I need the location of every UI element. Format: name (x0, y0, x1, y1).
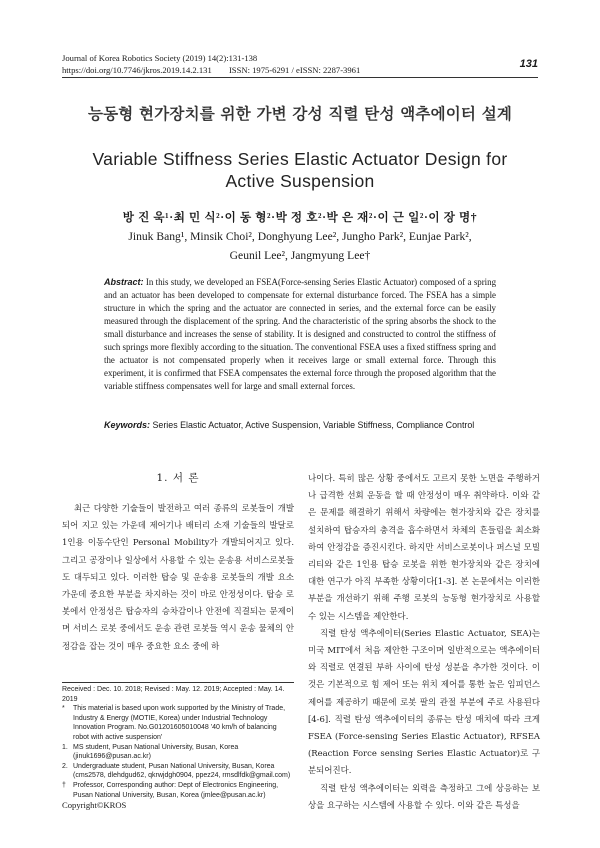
keywords (104, 419, 496, 432)
right-column-body (308, 470, 540, 814)
english-title-line-1: Variable Stiffness Series Elastic Actuator Design for (92, 149, 508, 169)
footnote-funding: * This material is based upon work supported by the Ministry of Trade, Industry & Energy (MOTIE, Korea) under Industrial Technology Innovation Program. No.G01201605010048 '40 km/h of balancing robot with active suspension' (62, 705, 286, 741)
author-block (70, 208, 530, 265)
intro-paragraph-1: 최근 다양한 기술들이 발전하고 여러 종류의 로봇들이 개발되어 지고 있는 가운데 제어기나 배터리 소재 기술들의 발달로 1인용 이동수단인 Personal Mobility가 개발되어지고 있다. 그리고 공장이나 일상에서 사용할 수 있는 운송용 서비스로봇들도 대두되고 있다. 이러한 탑승 및 운송용 로봇들의 개발 요소 가운데 중요한 부분을 차지하는 것이 바로 안정성이다. 탑승 로봇에서 안정성은 탑승자의 승차감이나 안전에 직결되는 문제이며 서비스 로봇 중에서도 운송 관련 로봇들 역시 운송 물체의 안정감을 잡는 것이 매우 중요한 요소 중에 하 (62, 503, 294, 651)
authors-english-line-2: Geunil Lee², Jangmyung Lee† (229, 249, 371, 262)
abstract (104, 276, 496, 393)
footnotes (62, 685, 294, 800)
intro-paragraph-4: 직렬 탄성 액추에이터는 외력을 측정하고 그에 상응하는 보상을 요구하는 시스템에 사용할 수 있다. 이와 같은 특성을 (308, 782, 540, 810)
footnote-received: Received : Dec. 10. 2018; Revised : May. 12. 2019; Accepted : May. 14. 2019 (62, 686, 285, 703)
korean-title: 능동형 현가장치를 위한 가변 강성 직렬 탄성 액추에이터 설계 (87, 104, 513, 123)
abstract-label: Abstract: (104, 277, 144, 287)
footnote-author-1: 1. MS student, Pusan National University, Busan, Korea (jinuk1696@pusan.ac.kr) (62, 743, 239, 761)
english-title-line-2: Active Suspension (225, 171, 375, 191)
intro-paragraph-2: 나이다. 특히 많은 상황 중에서도 고르지 못한 노면을 주행하거나 급격한 선회 운동을 할 때 안정성이 매우 취약하다. 이와 같은 문제를 해결하기 위해서 차량에는 현가장치와 같은 장치를 설치하여 탑승자의 충격을 흡수하면서 차체의 흔들림을 최소화하여 안정감을 증진시킨다. 하지만 서비스로봇이나 퍼스널 모빌리티와 같은 1인용 탑승 로봇을 위한 현가장치와 같은 장치에 대한 연구가 아직 부족한 상황이다[1-3]. 본 논문에서는 이러한 부분을 개선하기 위해 주행 로봇의 능동형 현가장치로 사용할 수 있는 시스템을 제안한다. (308, 473, 540, 621)
english-title (60, 148, 540, 192)
left-column-body (62, 500, 294, 655)
footnote-author-2: 2. Undergraduate student, Pusan National University, Busan, Korea (cms2578, dlehdgud62, qkrwjdgh0904, ppez24, rmsdlfdk@gmail.com) (62, 762, 291, 780)
header-rule (62, 77, 538, 78)
section-heading-introduction: 1. 서 론 (156, 472, 200, 484)
journal-header (62, 52, 360, 76)
keywords-label: Keywords: (104, 420, 151, 430)
copyright: Copyright©KROS (62, 800, 127, 810)
authors-english-line-1: Jinuk Bang¹, Minsik Choi², Donghyung Lee², Jungho Park², Eunjae Park², (128, 230, 472, 243)
page-number: 131 (519, 58, 538, 70)
doi-issn-line: https://doi.org/10.7746/jkros.2019.14.2.131 ISSN: 1975-6291 / eISSN: 2287-3961 (62, 65, 361, 75)
authors-korean: 방 진 욱¹·최 민 식²·이 동 형²·박 정 호²·박 은 재²·이 근 일²·이 장 명† (122, 211, 478, 224)
keywords-text: Series Elastic Actuator, Active Suspension, Variable Stiffness, Compliance Control (152, 420, 475, 430)
footnote-rule (62, 682, 294, 683)
footnote-corresponding: † Professor, Corresponding author: Dept of Electronics Engineering, Pusan National University, Busan, Korea (jmlee@pusan.ac.kr) (62, 781, 279, 799)
intro-paragraph-3: 직렬 탄성 액추에이터(Series Elastic Actuator, SEA)는 미국 MIT에서 처음 제안한 구조이며 일반적으로는 액추에이터와 직렬로 연결된 부하 사이에 탄성 성분을 추가한 것이다. 이 것은 기본적으로 힘 제어 또는 위치 제어를 통한 높은 임피던스 제어를 제공하기 때문에 로봇 팔의 관절 부분에 주로 사용된다[4-6]. 직렬 탄성 액추에이터의 종류는 탄성 매치에 따라 크게 FSEA (Force-sensing Series Elastic Actuator), RFSEA (Reaction Force sensing Series Elastic Actuator)로 구분되어진다. (308, 627, 540, 776)
journal-citation: Journal of Korea Robotics Society (2019) 14(2):131-138 (62, 53, 258, 63)
abstract-text: In this study, we developed an FSEA(Force-sensing Series Elastic Actuator) composed of a spring and an actuator has been developed to compensate for external disturbance forced. The FSEA has a simple structure in which the spring and the actuator are connected in series, and the external force can be easily measured through the displacement of the spring. And the characteristic of the spring absorbs the shock to the small disturbance and increases the sense of stability. It is designed and constructed to control the stiffness of such springs more flexibly according to the situation. The conventional FSEA uses a fixed stiffness spring and the actuator is not compensated properly when it receives large or small external force. Through this experiment, it is confirmed that FSEA compensates the external force through the proposed algorithm that the variable stiffness compensates well for large and small external forces. (104, 277, 497, 391)
